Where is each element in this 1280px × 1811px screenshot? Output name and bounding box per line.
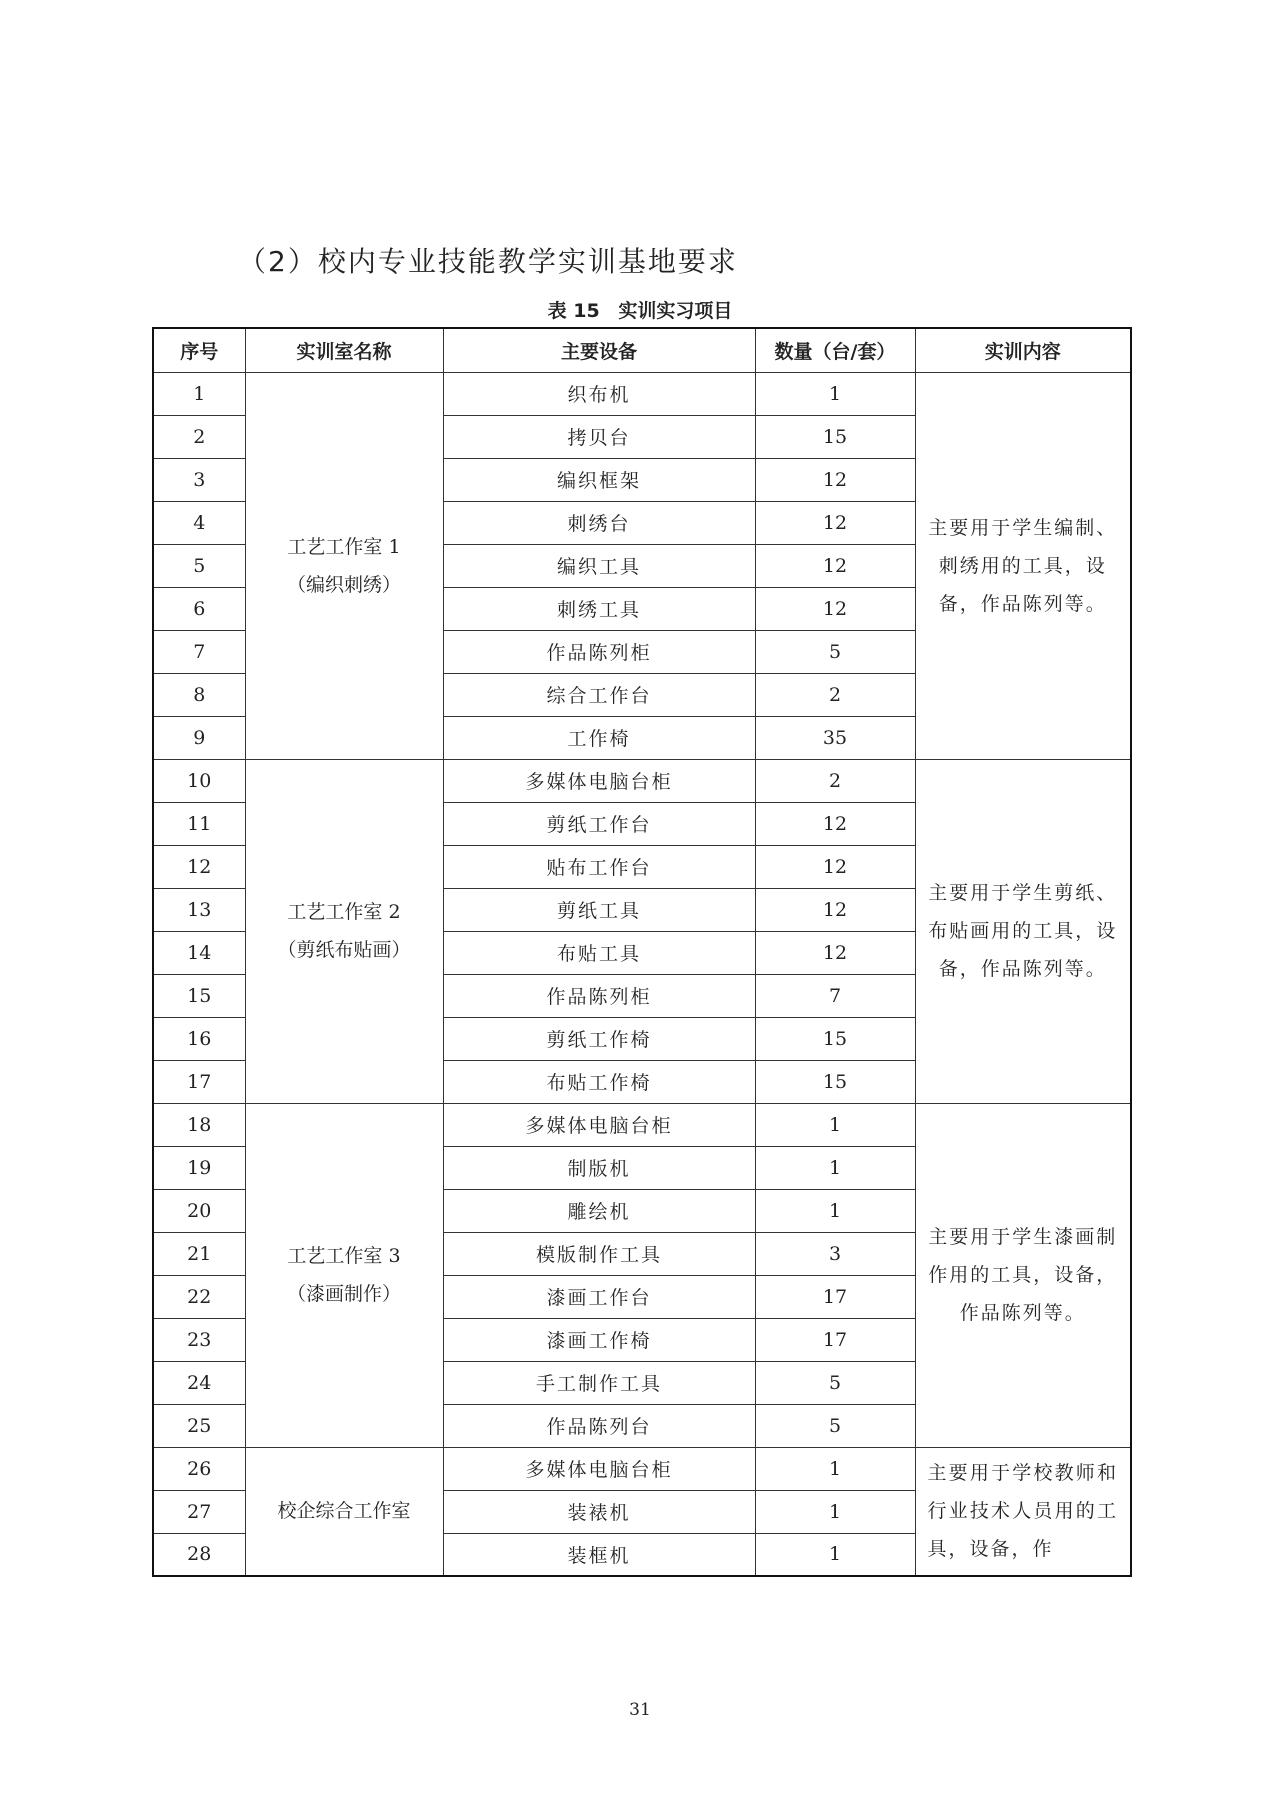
training-content: 主要用于学生剪纸、布贴画用的工具，设备，作品陈列等。 [915, 759, 1131, 1103]
table-caption-title: 实训实习项目 [618, 300, 733, 322]
table-header-row [153, 328, 1131, 372]
equipment-cell: 漆画工作台 [443, 1275, 755, 1318]
row-number: 6 [153, 587, 245, 630]
equipment-cell: 剪纸工具 [443, 888, 755, 931]
quantity-cell: 12 [755, 587, 915, 630]
row-number: 22 [153, 1275, 245, 1318]
quantity-cell: 12 [755, 501, 915, 544]
table-row [153, 372, 1131, 415]
row-number: 28 [153, 1533, 245, 1576]
equipment-cell: 多媒体电脑台柜 [443, 1447, 755, 1490]
row-number: 5 [153, 544, 245, 587]
quantity-cell: 1 [755, 1533, 915, 1576]
equipment-cell: 刺绣工具 [443, 587, 755, 630]
equipment-cell: 布贴工作椅 [443, 1060, 755, 1103]
room-name [245, 1103, 443, 1447]
quantity-cell: 2 [755, 759, 915, 802]
equipment-cell: 雕绘机 [443, 1189, 755, 1232]
row-number: 17 [153, 1060, 245, 1103]
equipment-cell: 刺绣台 [443, 501, 755, 544]
equipment-cell: 织布机 [443, 372, 755, 415]
quantity-cell: 5 [755, 1361, 915, 1404]
row-number: 26 [153, 1447, 245, 1490]
equipment-cell: 拷贝台 [443, 415, 755, 458]
room-name-line2: （漆画制作） [286, 1283, 401, 1305]
row-number: 18 [153, 1103, 245, 1146]
quantity-cell: 5 [755, 1404, 915, 1447]
header-content: 实训内容 [915, 328, 1131, 372]
row-number: 13 [153, 888, 245, 931]
equipment-cell: 综合工作台 [443, 673, 755, 716]
equipment-cell: 布贴工具 [443, 931, 755, 974]
equipment-cell: 多媒体电脑台柜 [443, 1103, 755, 1146]
header-no: 序号 [153, 328, 245, 372]
table-caption-label: 表 15 [547, 300, 600, 322]
table-body [153, 372, 1131, 1576]
equipment-cell: 漆画工作椅 [443, 1318, 755, 1361]
header-room: 实训室名称 [245, 328, 443, 372]
equipment-cell: 模版制作工具 [443, 1232, 755, 1275]
quantity-cell: 3 [755, 1232, 915, 1275]
row-number: 23 [153, 1318, 245, 1361]
room-name-line2: （剪纸布贴画） [277, 939, 411, 961]
row-number: 1 [153, 372, 245, 415]
room-name-line2: （编织刺绣） [286, 573, 401, 596]
quantity-cell: 1 [755, 1146, 915, 1189]
room-name-line1: 工艺工作室 3 [287, 1245, 401, 1267]
quantity-cell: 7 [755, 974, 915, 1017]
quantity-cell: 15 [755, 1017, 915, 1060]
quantity-cell: 35 [755, 716, 915, 759]
table-row [153, 1103, 1131, 1146]
table-caption [0, 296, 1280, 323]
room-name [245, 1447, 443, 1576]
equipment-cell: 剪纸工作台 [443, 802, 755, 845]
equipment-cell: 装框机 [443, 1533, 755, 1576]
equipment-cell: 制版机 [443, 1146, 755, 1189]
quantity-cell: 12 [755, 544, 915, 587]
room-name [245, 759, 443, 1103]
row-number: 11 [153, 802, 245, 845]
training-content: 主要用于学生编制、刺绣用的工具，设备，作品陈列等。 [915, 372, 1131, 759]
quantity-cell: 1 [755, 1447, 915, 1490]
training-content: 主要用于学生漆画制作用的工具，设备，作品陈列等。 [915, 1103, 1131, 1447]
training-table [152, 327, 1132, 1577]
room-name-line1: 校企综合工作室 [277, 1500, 411, 1523]
table-row [153, 759, 1131, 802]
row-number: 4 [153, 501, 245, 544]
row-number: 12 [153, 845, 245, 888]
quantity-cell: 12 [755, 888, 915, 931]
quantity-cell: 5 [755, 630, 915, 673]
row-number: 20 [153, 1189, 245, 1232]
row-number: 3 [153, 458, 245, 501]
equipment-cell: 编织工具 [443, 544, 755, 587]
section-heading: （2）校内专业技能教学实训基地要求 [238, 245, 738, 278]
equipment-cell: 工作椅 [443, 716, 755, 759]
row-number: 19 [153, 1146, 245, 1189]
equipment-cell: 作品陈列柜 [443, 974, 755, 1017]
equipment-cell: 多媒体电脑台柜 [443, 759, 755, 802]
row-number: 9 [153, 716, 245, 759]
row-number: 15 [153, 974, 245, 1017]
row-number: 21 [153, 1232, 245, 1275]
equipment-cell: 装裱机 [443, 1490, 755, 1533]
equipment-cell: 剪纸工作椅 [443, 1017, 755, 1060]
quantity-cell: 17 [755, 1318, 915, 1361]
header-quantity: 数量（台/套） [755, 328, 915, 372]
room-name [245, 372, 443, 759]
quantity-cell: 12 [755, 802, 915, 845]
room-name-line1: 工艺工作室 1 [287, 535, 401, 558]
row-number: 8 [153, 673, 245, 716]
equipment-cell: 编织框架 [443, 458, 755, 501]
row-number: 7 [153, 630, 245, 673]
row-number: 25 [153, 1404, 245, 1447]
row-number: 27 [153, 1490, 245, 1533]
equipment-cell: 手工制作工具 [443, 1361, 755, 1404]
quantity-cell: 1 [755, 1189, 915, 1232]
quantity-cell: 1 [755, 372, 915, 415]
row-number: 2 [153, 415, 245, 458]
page-number: 31 [629, 1700, 651, 1720]
row-number: 16 [153, 1017, 245, 1060]
quantity-cell: 1 [755, 1103, 915, 1146]
table-row [153, 1447, 1131, 1490]
training-content: 主要用于学校教师和行业技术人员用的工具，设备，作 [915, 1447, 1131, 1576]
equipment-cell: 作品陈列台 [443, 1404, 755, 1447]
header-equipment: 主要设备 [443, 328, 755, 372]
quantity-cell: 12 [755, 458, 915, 501]
row-number: 24 [153, 1361, 245, 1404]
quantity-cell: 1 [755, 1490, 915, 1533]
quantity-cell: 15 [755, 1060, 915, 1103]
row-number: 10 [153, 759, 245, 802]
equipment-cell: 贴布工作台 [443, 845, 755, 888]
equipment-cell: 作品陈列柜 [443, 630, 755, 673]
quantity-cell: 17 [755, 1275, 915, 1318]
quantity-cell: 2 [755, 673, 915, 716]
quantity-cell: 12 [755, 931, 915, 974]
room-name-line1: 工艺工作室 2 [287, 901, 401, 923]
quantity-cell: 12 [755, 845, 915, 888]
quantity-cell: 15 [755, 415, 915, 458]
row-number: 14 [153, 931, 245, 974]
